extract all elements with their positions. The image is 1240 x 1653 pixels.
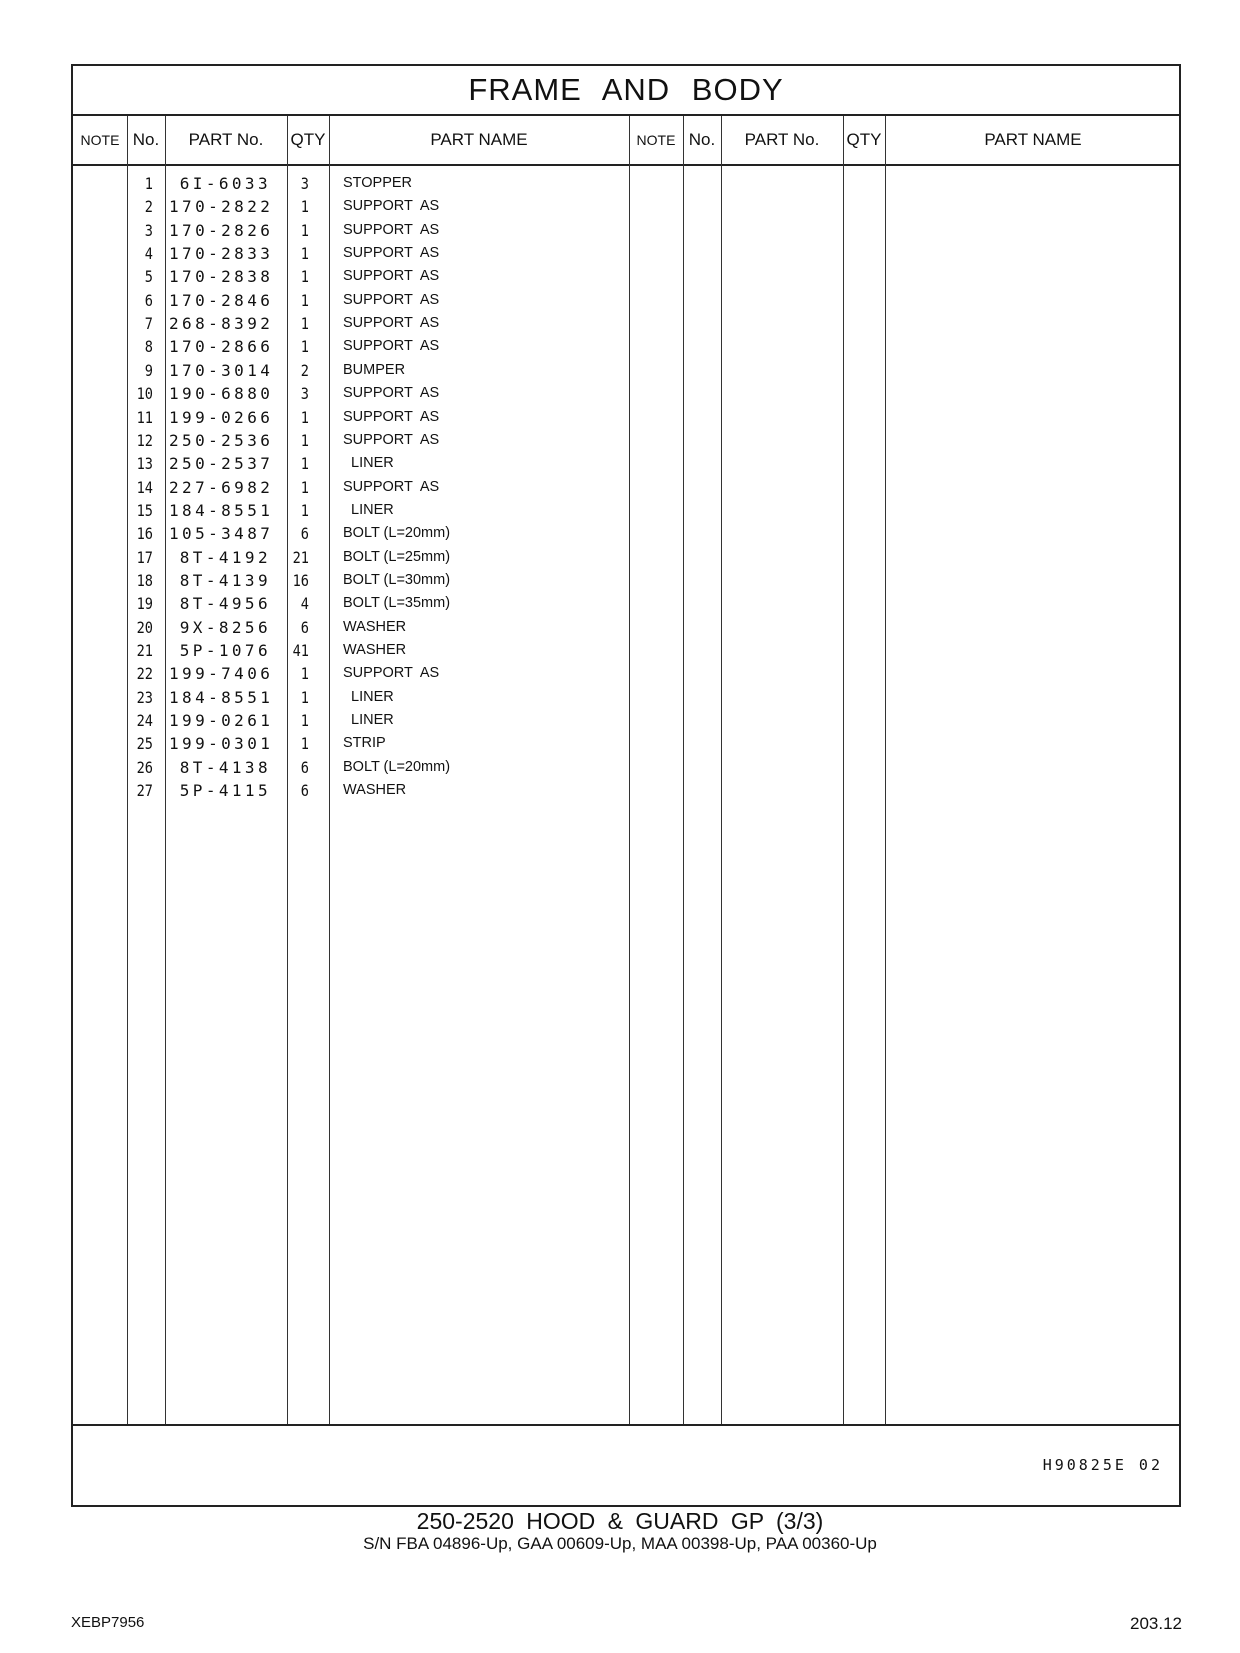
- table-row: [73, 779, 1179, 802]
- quantity: 1: [300, 454, 309, 474]
- quantity: 1: [300, 711, 309, 731]
- quantity: 1: [300, 430, 309, 450]
- item-number: 24: [136, 711, 153, 731]
- quantity: 2: [300, 360, 309, 380]
- item-number: 2: [144, 197, 153, 217]
- page-number: 203.12: [1130, 1614, 1182, 1633]
- table-row: [73, 452, 1179, 475]
- header-divider: [73, 164, 1179, 166]
- item-number: 15: [136, 500, 153, 520]
- quantity: 1: [300, 290, 309, 310]
- item-number: 6: [144, 290, 153, 310]
- item-number: 27: [136, 781, 153, 801]
- header-no-right: No.: [688, 130, 716, 149]
- quantity: 6: [300, 781, 309, 801]
- table-row: [73, 172, 1179, 195]
- part-number: 5P-4115: [179, 781, 271, 801]
- header-part-name-right: PART NAME: [984, 130, 1082, 149]
- header-part-no: PART No.: [188, 130, 264, 149]
- part-name: WASHER: [343, 642, 407, 658]
- table-row: [73, 592, 1179, 615]
- part-name: BOLT (L=30mm): [343, 571, 451, 588]
- part-name: LINER: [343, 712, 394, 729]
- part-name: LINER: [343, 455, 394, 472]
- part-name: SUPPORT AS: [343, 291, 440, 308]
- item-number: 3: [144, 220, 153, 240]
- table-row: [73, 359, 1179, 382]
- item-number: 11: [136, 407, 153, 427]
- quantity: 41: [292, 641, 309, 660]
- part-name: SUPPORT AS: [343, 338, 440, 355]
- table-row: [73, 686, 1179, 709]
- part-name: SUPPORT AS: [343, 315, 440, 332]
- quantity: 21: [292, 547, 309, 567]
- drawing-code: H90825E 02: [1042, 1456, 1163, 1474]
- quantity: 1: [300, 220, 309, 240]
- item-number: 5: [144, 267, 153, 287]
- table-row: [73, 662, 1179, 685]
- table-row: [73, 429, 1179, 452]
- quantity: 1: [300, 197, 309, 217]
- table-row: [73, 709, 1179, 732]
- item-number: 19: [136, 594, 153, 614]
- part-name: SUPPORT AS: [343, 408, 440, 425]
- part-name: BOLT (L=20mm): [343, 525, 451, 542]
- quantity: 3: [300, 384, 309, 404]
- quantity: 3: [300, 174, 309, 193]
- quantity: 6: [300, 757, 309, 777]
- parts-list-frame: [71, 64, 1181, 1507]
- table-row: [73, 406, 1179, 429]
- header-part-no-right: PART No.: [744, 130, 820, 149]
- item-number: 26: [136, 757, 153, 777]
- part-number: 170-2838: [169, 267, 274, 287]
- part-number: 170-3014: [169, 360, 274, 380]
- header-part-name: PART NAME: [430, 130, 528, 149]
- item-number: 12: [136, 430, 153, 450]
- part-number: 8T-4139: [179, 570, 271, 590]
- table-row: [73, 569, 1179, 592]
- part-number: 5P-1076: [179, 641, 271, 660]
- group-caption: 250-2520 HOOD & GUARD GP (3/3): [416, 1508, 824, 1534]
- part-number: 184-8551: [169, 500, 274, 520]
- table-row: [73, 289, 1179, 312]
- quantity: 6: [300, 524, 309, 544]
- part-number: 199-7406: [169, 664, 274, 684]
- table-row: [73, 476, 1179, 499]
- part-name: SUPPORT AS: [343, 431, 440, 448]
- quantity: 1: [300, 500, 309, 520]
- part-number: 190-6880: [169, 384, 274, 404]
- part-name: LINER: [343, 688, 394, 705]
- part-name: BOLT (L=25mm): [343, 548, 451, 565]
- part-number: 170-2866: [169, 337, 274, 357]
- part-number: 184-8551: [169, 687, 274, 707]
- part-number: 250-2537: [169, 454, 274, 474]
- item-number: 20: [136, 617, 153, 637]
- serial-range: S/N FBA 04896-Up, GAA 00609-Up, MAA 00398-Up, PAA 00360-Up: [363, 1534, 877, 1553]
- part-number: 170-2826: [169, 220, 274, 240]
- item-number: 13: [136, 454, 153, 474]
- item-number: 25: [136, 734, 153, 754]
- item-number: 8: [144, 337, 153, 357]
- part-name: SUPPORT AS: [343, 665, 440, 682]
- table-bottom-divider: [73, 1424, 1179, 1426]
- quantity: 16: [292, 570, 309, 590]
- part-number: 8T-4192: [179, 547, 271, 567]
- item-number: 4: [144, 244, 153, 264]
- table-row: [73, 499, 1179, 522]
- table-row: [73, 522, 1179, 545]
- table-row: [73, 242, 1179, 265]
- part-name: WASHER: [343, 782, 407, 799]
- part-number: 170-2846: [169, 290, 274, 310]
- part-number: 170-2822: [169, 197, 274, 217]
- part-number: 199-0266: [169, 407, 274, 427]
- page-title: FRAME AND BODY: [468, 72, 784, 107]
- item-number: 16: [136, 524, 153, 544]
- item-number: 7: [144, 314, 153, 334]
- item-number: 14: [136, 477, 153, 497]
- quantity: 1: [300, 477, 309, 497]
- quantity: 1: [300, 687, 309, 707]
- part-name: SUPPORT AS: [343, 198, 440, 215]
- part-number: 8T-4138: [179, 757, 271, 777]
- quantity: 1: [300, 337, 309, 357]
- part-number: 9X-8256: [179, 617, 271, 637]
- part-name: BOLT (L=20mm): [343, 758, 451, 775]
- part-number: 268-8392: [169, 314, 274, 334]
- item-number: 9: [144, 360, 153, 380]
- table-row: [73, 382, 1179, 405]
- item-number: 18: [136, 570, 153, 590]
- item-number: 1: [144, 174, 153, 193]
- quantity: 1: [300, 244, 309, 264]
- header-qty: QTY: [290, 130, 326, 149]
- part-number: 199-0301: [169, 734, 274, 754]
- part-name: SUPPORT AS: [343, 221, 440, 238]
- table-row: [73, 335, 1179, 358]
- part-number: 199-0261: [169, 711, 274, 731]
- quantity: 1: [300, 267, 309, 287]
- quantity: 6: [300, 617, 309, 637]
- part-name: SUPPORT AS: [343, 268, 440, 285]
- item-number: 10: [136, 384, 153, 404]
- part-name: SUPPORT AS: [343, 245, 440, 262]
- table-row: [73, 219, 1179, 242]
- part-name: WASHER: [343, 618, 407, 635]
- part-number: 6I-6033: [179, 174, 271, 193]
- table-row: [73, 546, 1179, 569]
- quantity: 1: [300, 734, 309, 754]
- item-number: 23: [136, 687, 153, 707]
- table-row: [73, 195, 1179, 218]
- quantity: 4: [300, 594, 309, 614]
- part-name: SUPPORT AS: [343, 478, 440, 495]
- header-no: No.: [132, 130, 160, 149]
- table-row: [73, 616, 1179, 639]
- table-row: [73, 756, 1179, 779]
- item-number: 21: [136, 641, 153, 660]
- table-row: [73, 265, 1179, 288]
- part-name: LINER: [343, 501, 394, 518]
- part-name: BOLT (L=35mm): [343, 595, 451, 612]
- part-number: 227-6982: [169, 477, 274, 497]
- part-name: BUMPER: [343, 361, 406, 378]
- table-row: [73, 639, 1179, 662]
- part-number: 105-3487: [169, 524, 274, 544]
- part-name: STOPPER: [343, 175, 413, 191]
- table-row: [73, 312, 1179, 335]
- header-note: NOTE: [80, 132, 120, 148]
- quantity: 1: [300, 407, 309, 427]
- quantity: 1: [300, 664, 309, 684]
- header-note-right: NOTE: [636, 132, 676, 148]
- header-qty-right: QTY: [846, 130, 882, 149]
- part-name: SUPPORT AS: [343, 385, 440, 402]
- part-number: 8T-4956: [179, 594, 271, 614]
- document-id: XEBP7956: [71, 1614, 145, 1631]
- item-number: 22: [136, 664, 153, 684]
- part-number: 250-2536: [169, 430, 274, 450]
- part-name: STRIP: [343, 735, 386, 752]
- quantity: 1: [300, 314, 309, 334]
- part-number: 170-2833: [169, 244, 274, 264]
- item-number: 17: [136, 547, 153, 567]
- table-row: [73, 732, 1179, 755]
